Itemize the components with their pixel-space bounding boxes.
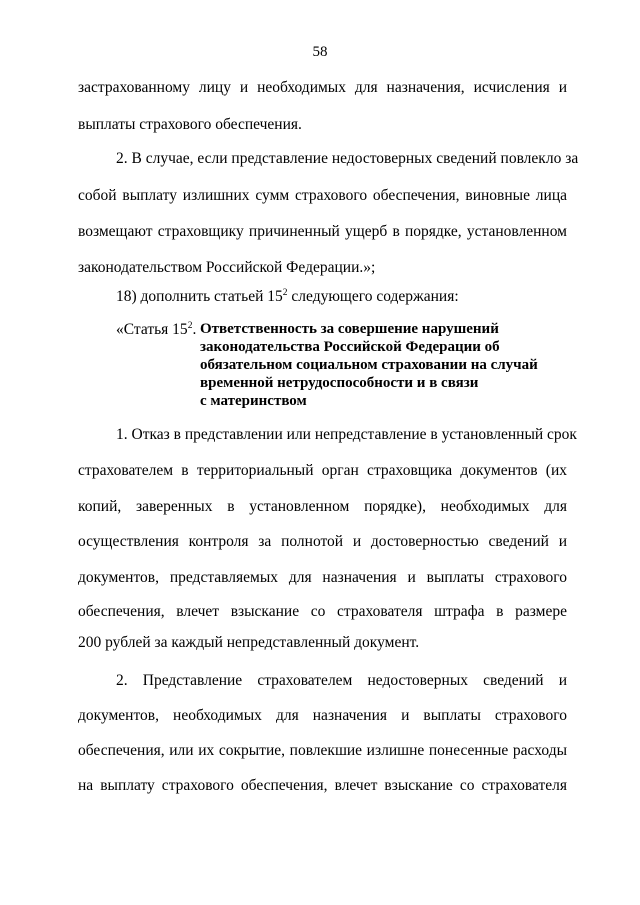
paragraph-line: осуществления контроля за полнотой и достоверностью сведений и: [78, 533, 567, 550]
paragraph-line: 1. Отказ в представлении или непредставление в установленный срок: [116, 426, 577, 443]
article-title-line: обязательном социальном страховании на случай: [200, 357, 538, 373]
paragraph-line: документов, необходимых для назначения и выплаты страхового: [78, 707, 567, 724]
paragraph-line: 2. В случае, если представление недостоверных сведений повлекло за: [116, 150, 579, 167]
page-number: 58: [312, 44, 328, 60]
paragraph-line: 200 рублей за каждый непредставленный документ.: [78, 634, 420, 651]
article-title-line: временной нетрудоспособности и в связи: [200, 375, 479, 391]
item-18-text-after: следующего содержания:: [287, 288, 459, 305]
item-18-superscript: 2: [282, 288, 288, 298]
paragraph-line: обеспечения, влечет взыскание со страхователя штрафа в размере: [78, 603, 567, 620]
paragraph-line: возмещают страховщику причиненный ущерб в порядке, установленном: [78, 223, 567, 240]
article-lead-suffix: .: [192, 321, 197, 338]
article-title-line: Ответственность за совершение нарушений: [200, 321, 499, 337]
article-lead: [116, 320, 196, 342]
item-18-text: 18) дополнить статьей 15: [116, 288, 283, 305]
item-18-line: [116, 287, 567, 309]
paragraph-line: выплаты страхового обеспечения.: [78, 116, 302, 133]
paragraph-line: на выплату страхового обеспечения, влечет взыскание со страхователя: [78, 777, 567, 794]
paragraph-line: 2. Представление страхователем недостоверных сведений и: [116, 672, 567, 689]
paragraph-line: страхователем в территориальный орган страховщика документов (их: [78, 462, 567, 479]
paragraph-line: застрахованному лицу и необходимых для назначения, исчисления и: [78, 79, 567, 96]
article-lead-superscript: 2: [187, 321, 193, 331]
article-title: [200, 320, 570, 410]
article-title-line: законодательства Российской Федерации об: [200, 339, 500, 355]
paragraph-line: собой выплату излишних сумм страхового обеспечения, виновные лица: [78, 187, 567, 204]
article-lead-text: «Статья 15: [116, 321, 188, 338]
article-title-line: с материнством: [200, 393, 307, 409]
paragraph-line: обеспечения, или их сокрытие, повлекшие излишне понесенные расходы: [78, 742, 567, 759]
paragraph-line: законодательством Российской Федерации.»;: [78, 259, 376, 276]
paragraph-line: копий, заверенных в установленном порядке), необходимых для: [78, 498, 567, 515]
paragraph-line: документов, представляемых для назначения и выплаты страхового: [78, 569, 567, 586]
